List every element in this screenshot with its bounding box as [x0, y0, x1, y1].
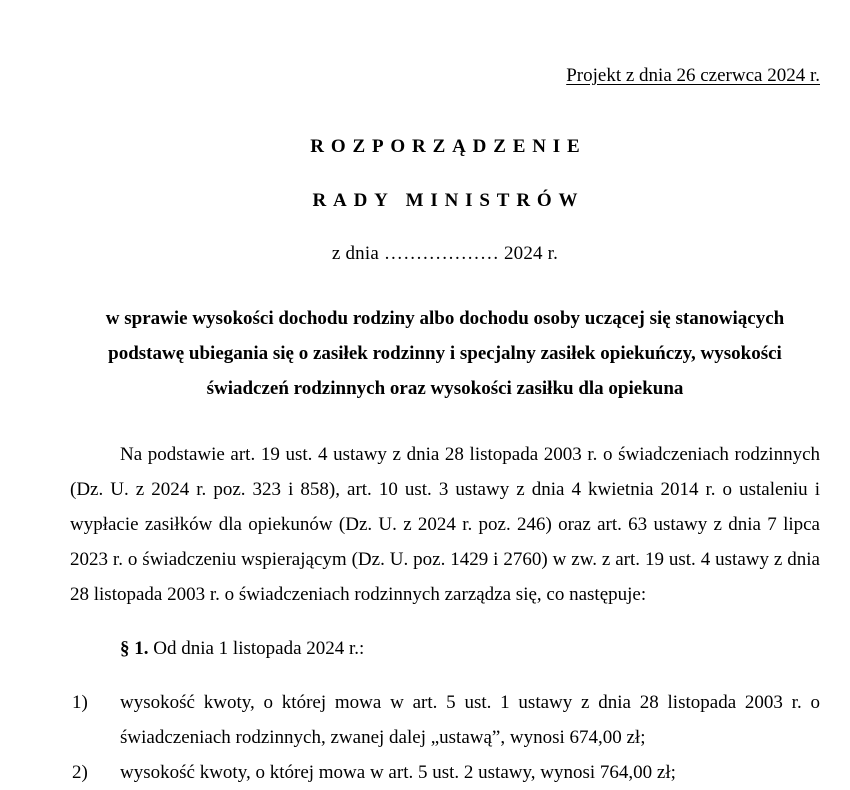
- title-rady-ministrow: RADY MINISTRÓW: [312, 190, 585, 211]
- subtitle-line-1: w sprawie wysokości dochodu rodziny albo dochodu osoby uczącej się stanowiących: [105, 308, 785, 329]
- subtitle-line-2: podstawę ubiegania się o zasiłek rodzinny i specjalny zasiłek opiekuńczy, wysokości: [108, 343, 782, 364]
- section-intro-text: Od dnia 1 listopada 2024 r.:: [148, 638, 365, 659]
- section-mark: § 1.: [120, 638, 149, 659]
- document-subtitle: [70, 301, 835, 406]
- provision-list: [70, 685, 835, 790]
- draft-date-header: [70, 0, 835, 85]
- section-1-paragraph: [70, 631, 835, 666]
- list-item-marker: 2): [72, 762, 88, 783]
- list-item-marker: 1): [72, 692, 88, 713]
- list-item-text: wysokość kwoty, o której mowa w art. 5 ust. 2 ustawy, wynosi 764,00 zł;: [120, 762, 676, 783]
- subtitle-line-3: świadczeń rodzinnych oraz wysokości zasiłku dla opiekuna: [206, 378, 684, 399]
- preamble-paragraph: Na podstawie art. 19 ust. 4 ustawy z dnia 28 listopada 2003 r. o świadczeniach rodzinnych (Dz. U. z 2024 r. poz. 323 i 858), art. 10 ust. 3 ustawy z dnia 4 kwietnia 2014 r. o ustaleniu i wypłacie zasiłków dla opiekunów (Dz. U. z 2024 r. poz. 246) oraz art. 63 ustawy z dnia 7 lipca 2023 r. o świadczeniu wspierającym (Dz. U. poz. 1429 i 2760) w zw. z art. 19 ust. 4 ustawy z dnia 28 listopada 2003 r. o świadczeniach rodzinnych zarządza się, co następuje:: [70, 444, 820, 605]
- list-item: [70, 685, 820, 755]
- list-item: [70, 755, 820, 790]
- draft-date-text: Projekt z dnia 26 czerwca 2024 r.: [566, 65, 820, 86]
- document-title-block: [70, 137, 835, 263]
- list-item-text: wysokość kwoty, o której mowa w art. 5 ust. 1 ustawy z dnia 28 listopada 2003 r. o świadczeniach rodzinnych, zwanej dalej „ustawą”, wynosi 674,00 zł;: [120, 692, 820, 748]
- title-date-line: z dnia ……………… 2024 r.: [331, 243, 559, 264]
- title-rozporzadzenie: ROZPORZĄDZENIE: [310, 136, 587, 157]
